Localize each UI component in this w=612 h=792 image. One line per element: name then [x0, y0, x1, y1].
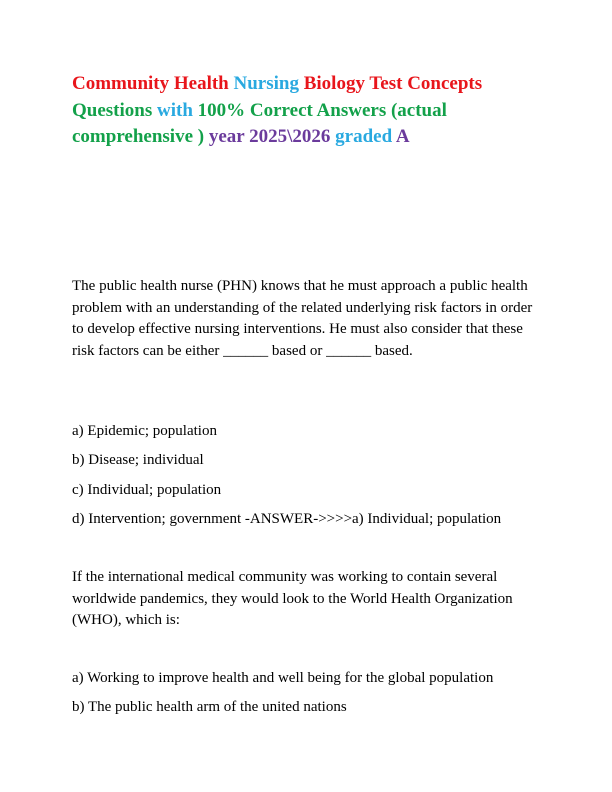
question-2-option-a: a) Working to improve health and well being for the global population	[72, 670, 494, 686]
title-segment: year 2025\2026	[208, 126, 336, 147]
question-1-option-a: a) Epidemic; population	[72, 423, 217, 439]
title-segment: 100% Correct Answers (actual comprehensive )	[72, 99, 447, 147]
document-title	[72, 71, 552, 151]
question-1-option-b: b) Disease; individual	[72, 452, 204, 468]
title-segment: Biology Test Concepts	[303, 73, 483, 94]
title-segment: Nursing	[233, 73, 304, 94]
title-segment: A	[395, 126, 410, 147]
title-segment: graded	[335, 126, 396, 147]
question-1-text: The public health nurse (PHN) knows that he must approach a public health problem with an understanding of the related underlying risk factors in order to develop effective nursing interventions. He must also consider that these risk factors can be either ______ based or ______ based.	[72, 278, 533, 359]
question-2-text: If the international medical community was working to contain several worldwide pandemics, they would look to the World Health Organization (WHO), which is:	[72, 569, 513, 628]
question-1-option-d-answer: d) Intervention; government -ANSWER->>>>a) Individual; population	[72, 511, 502, 527]
question-1-option-c: c) Individual; population	[72, 482, 222, 498]
question-2-option-b: b) The public health arm of the united nations	[72, 699, 347, 715]
title-segment: with	[157, 99, 198, 121]
title-segment: Community Health	[72, 73, 234, 94]
title-segment: Questions	[72, 99, 157, 121]
